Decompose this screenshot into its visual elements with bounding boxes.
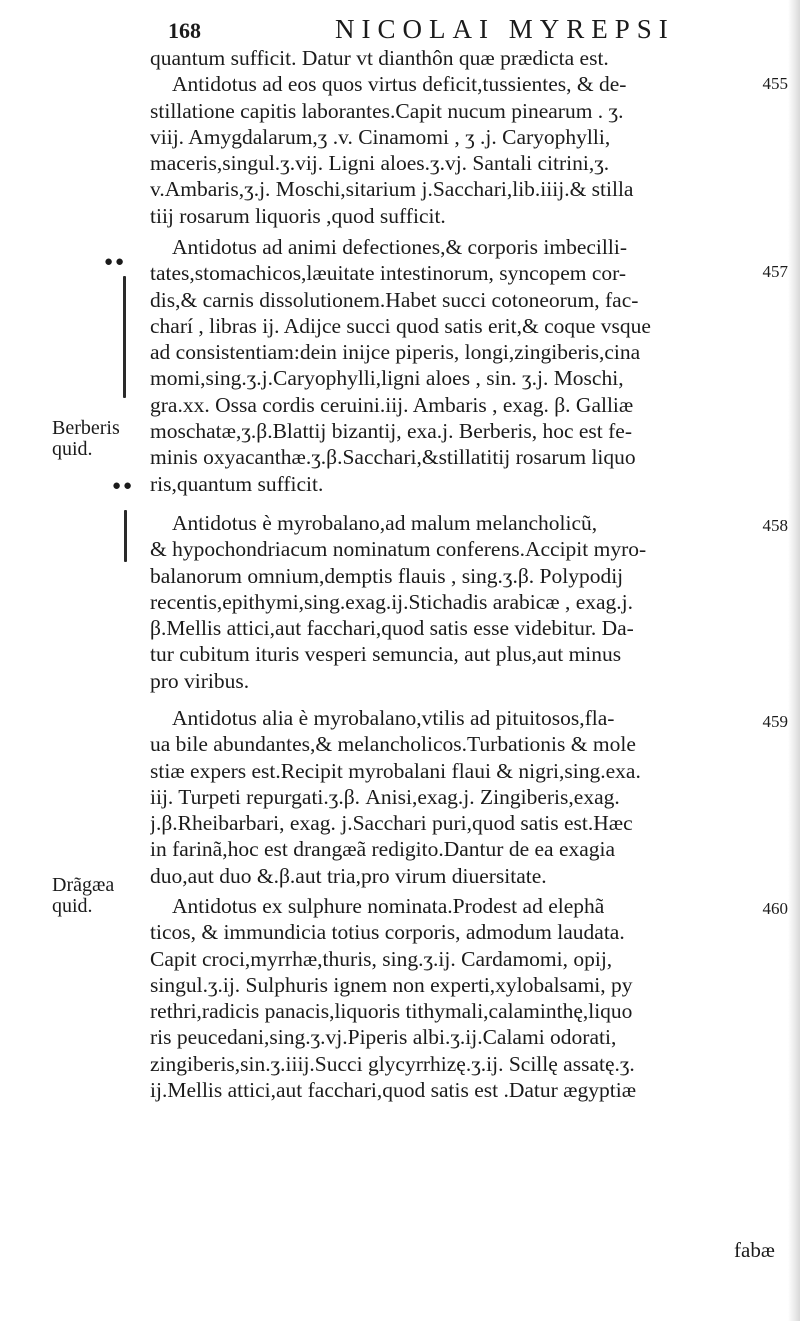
margin-dots-mark: ●●	[104, 254, 127, 270]
text-line: ij.Mellis attici,aut facchari,quod satis est .Datur ægyptiæ	[150, 1078, 637, 1103]
text-line: moschatæ,ʒ.β.Blattij bizantij, exa.j. Berberis, hoc est fe-	[150, 419, 633, 444]
paragraph-antidotus-3	[150, 510, 770, 694]
text-line: ris,quantum sufficit.	[150, 471, 324, 496]
text-line: viij. Amygdalarum,ʒ .v. Cinamomi , ʒ .j. Caryophylli,	[150, 124, 611, 149]
text-line: pro viribus.	[150, 668, 250, 693]
margin-bracket-mark	[124, 510, 127, 562]
margin-bracket-mark	[123, 276, 126, 398]
sidenote-berberis	[52, 418, 120, 460]
sidenote-line: quid.	[52, 438, 93, 460]
catchword: fabæ	[734, 1238, 775, 1262]
text-line: stiæ expers est.Recipit myrobalani flaui & nigri,sing.exa.	[150, 758, 641, 783]
recipe-number: 458	[762, 516, 788, 535]
paragraph-antidotus-5	[150, 893, 770, 1103]
text-line: tates,stomachicos,læuitate intestinorum, syncopem cor-	[150, 261, 627, 286]
text-line: dis,& carnis dissolutionem.Habet succi cotoneorum, fac-	[150, 287, 639, 312]
text-line: momi,sing.ʒ.j.Caryophylli,ligni aloes , sin. ʒ.j. Moschi,	[150, 366, 624, 391]
text-line: stillatione capitis laborantes.Capit nucum pinearum . ʒ.	[150, 98, 624, 123]
recipe-number: 459	[762, 712, 788, 731]
text-line: Antidotus ad animi defectiones,& corporis imbecilli-	[172, 235, 627, 259]
sidenote-dragaea	[52, 875, 114, 917]
text-line: quantum sufficit. Datur vt dianthôn quæ prædicta est.	[150, 46, 609, 70]
paragraph-antidotus-4	[150, 705, 770, 889]
text-line: v.Ambaris,ʒ.j. Moschi,sitarium j.Sacchari,lib.iiij.& stilla	[150, 177, 634, 202]
text-line: tur cubitum ituris vesperi semuncia, aut plus,aut minus	[150, 642, 622, 667]
text-line: Antidotus ex sulphure nominata.Prodest ad elephã	[172, 894, 605, 918]
text-line: tiij rosarum liquoris ,quod sufficit.	[150, 203, 446, 228]
page-edge-shadow	[788, 0, 800, 1321]
text-line: maceris,singul.ʒ.vij. Ligni aloes.ʒ.vj. Santali citrini,ʒ.	[150, 151, 610, 176]
text-line: Capit croci,myrrhæ,thuris, sing.ʒ.ij. Cardamomi, opij,	[150, 946, 613, 971]
sidenote-line: Berberis	[52, 417, 120, 439]
text-line: ticos, & immundicia totius corporis, admodum laudata.	[150, 920, 625, 945]
text-line: zingiberis,sin.ʒ.iiij.Succi glycyrrhizę.ʒ.ij. Scillę assatę.ʒ.	[150, 1051, 635, 1076]
text-line: β.Mellis attici,aut facchari,quod satis esse videbitur. Da-	[150, 616, 634, 641]
recipe-number: 460	[762, 899, 788, 918]
text-line: Antidotus alia è myrobalano,vtilis ad pituitosos,fla-	[172, 706, 615, 730]
paragraph-antidotus-2	[150, 234, 770, 497]
text-line: charí , libras ij. Adijce succi quod satis erit,& coque vsque	[150, 313, 651, 338]
text-line: singul.ʒ.ij. Sulphuris ignem non experti,xylobalsami, py	[150, 972, 633, 997]
recipe-number: 455	[762, 74, 788, 93]
text-line: Antidotus è myrobalano,ad malum melancholicũ,	[172, 511, 598, 535]
text-line: ad consistentiam:dein inijce piperis, longi,zingiberis,cina	[150, 340, 641, 365]
text-line: ua bile abundantes,& melancholicos.Turbationis & mole	[150, 732, 636, 757]
text-line: recentis,epithymi,sing.exag.ij.Stichadis arabicæ , exag.j.	[150, 589, 634, 614]
text-line: & hypochondriacum nominatum conferens.Accipit myro-	[150, 537, 647, 562]
text-line: rethri,radicis panacis,liquoris tithymali,calaminthę,liquo	[150, 999, 633, 1024]
running-title: NICOLAI MYREPSI	[335, 14, 675, 44]
text-line: ris peucedani,sing.ʒ.vj.Piperis albi.ʒ.ij.Calami odorati,	[150, 1025, 617, 1050]
text-line: Antidotus ad eos quos virtus deficit,tussientes, & de-	[172, 72, 627, 97]
sidenote-line: quid.	[52, 895, 93, 917]
text-line: j.β.Rheibarbari, exag. j.Sacchari puri,quod satis est.Hæc	[150, 811, 633, 836]
recipe-number: 457	[762, 262, 788, 281]
sidenote-line: Drãgæa	[52, 874, 115, 896]
text-line: iij. Turpeti repurgati.ʒ.β. Anisi,exag.j. Zingiberis,exag.	[150, 784, 620, 809]
margin-dots-mark: ●●	[112, 478, 135, 494]
text-line: duo,aut duo &.β.aut tria,pro virum diuersitate.	[150, 863, 547, 888]
page-number: 168	[168, 18, 201, 43]
text-line: minis oxyacanthæ.ʒ.β.Sacchari,&stillatitij rosarum liquo	[150, 445, 636, 470]
text-line: gra.xx. Ossa cordis ceruini.iij. Ambaris , exag. β. Galliæ	[150, 392, 634, 417]
paragraph-antidotus-1	[150, 45, 770, 229]
text-line: in farinã,hoc est drangæã redigito.Dantur de ea exagia	[150, 837, 616, 862]
text-line: balanorum omnium,demptis flauis , sing.ʒ.β. Polypodij	[150, 563, 624, 588]
